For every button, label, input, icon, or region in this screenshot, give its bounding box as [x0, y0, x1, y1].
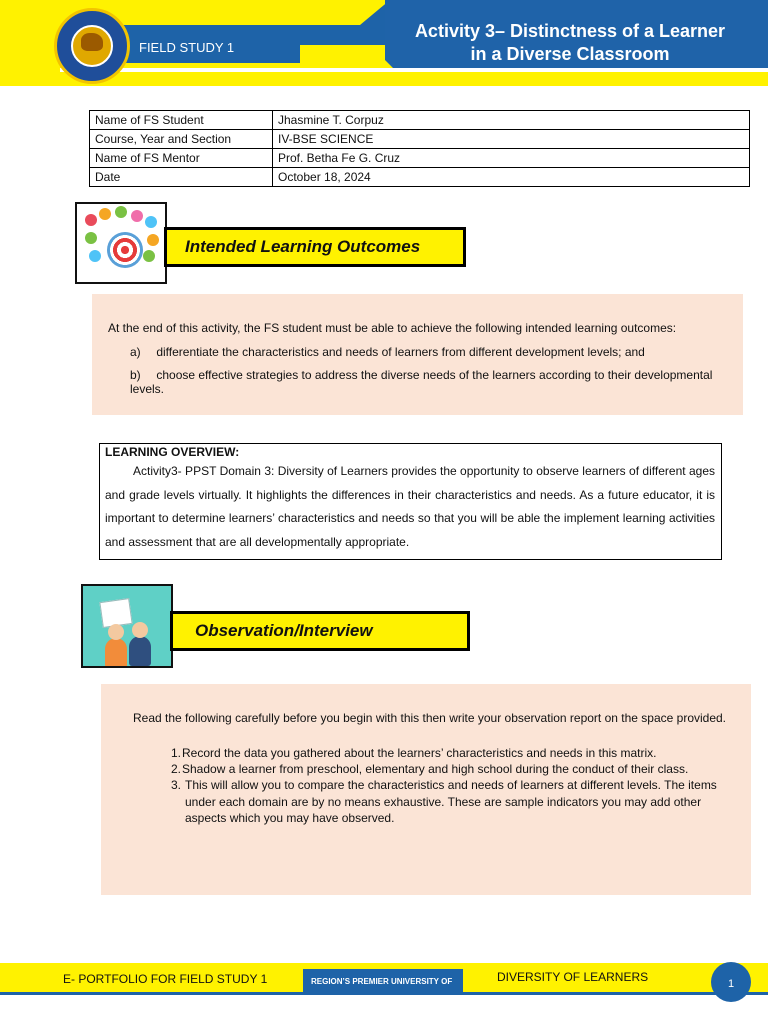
idea-dot-icon — [85, 214, 97, 226]
learning-outcomes-panel — [92, 294, 743, 415]
info-label: Name of FS Mentor — [90, 149, 273, 168]
list-marker: b) — [130, 368, 141, 382]
idea-dot-icon — [89, 250, 101, 262]
learning-overview-box — [99, 443, 722, 560]
list-item — [171, 777, 731, 826]
activity-title-line-1: Activity 3– Distinctness of a Learner — [414, 21, 726, 41]
idea-dot-icon — [131, 210, 143, 222]
list-item — [130, 345, 645, 359]
learning-overview-body: Activity3- PPST Domain 3: Diversity of Learners provides the opportunity to observe learners of different ages and grade levels virtually. It highlights the differences in their characteristics and needs. As a future educator, it is important to determine learners’ characteristics and needs so that you will be able the implement learning activities and assessment that are all developmentally appropriate. — [105, 464, 715, 549]
idea-dot-icon — [99, 208, 111, 220]
table-row — [90, 149, 750, 168]
page-number: 1 — [711, 962, 751, 1002]
list-item-text: differentiate the characteristics and needs of learners from different development levels; and — [156, 345, 645, 359]
person-icon — [129, 636, 151, 666]
list-item — [130, 368, 743, 396]
lion-icon — [81, 33, 103, 51]
learning-outcomes-icon — [75, 202, 167, 284]
list-item — [171, 761, 731, 777]
info-label: Date — [90, 168, 273, 187]
idea-dot-icon — [147, 234, 159, 246]
info-value: IV-BSE SCIENCE — [273, 130, 750, 149]
target-icon — [107, 232, 143, 268]
learning-outcomes-intro: At the end of this activity, the FS student must be able to achieve the following intended learning outcomes: — [108, 321, 677, 335]
idea-dot-icon — [85, 232, 97, 244]
list-marker: a) — [130, 345, 141, 359]
list-number: 1. — [171, 746, 182, 760]
observation-intro: Read the following carefully before you begin with this then write your observation report on the space provided. — [133, 711, 727, 725]
list-item-text: This will allow you to compare the characteristics and needs of learners at different levels. The items under each domain are by no means exhaustive. These are sample indicators you may add other aspects which you may have observed. — [185, 778, 717, 825]
observation-heading: Observation/Interview — [170, 611, 470, 651]
list-item-text: Record the data you gathered about the learners’ characteristics and needs in this matrix. — [182, 746, 657, 760]
header-divider — [60, 68, 768, 72]
person-head-icon — [132, 622, 148, 638]
table-row — [90, 130, 750, 149]
info-label: Name of FS Student — [90, 111, 273, 130]
info-value: October 18, 2024 — [273, 168, 750, 187]
learning-outcomes-heading: Intended Learning Outcomes — [164, 227, 466, 267]
footer-university-motto: REGION’S PREMIER UNIVERSITY OF — [303, 969, 463, 995]
observation-icon — [81, 584, 173, 668]
university-seal-logo — [54, 8, 130, 84]
list-number: 3. — [171, 778, 182, 793]
list-number: 2. — [171, 762, 182, 777]
idea-dot-icon — [145, 216, 157, 228]
footer-portfolio-label: E- PORTFOLIO FOR FIELD STUDY 1 — [63, 972, 268, 986]
footer-section-label: DIVERSITY OF LEARNERS — [497, 970, 649, 984]
learning-overview-heading: LEARNING OVERVIEW: — [105, 445, 240, 459]
list-item — [171, 745, 731, 761]
observation-panel — [101, 684, 751, 895]
info-label: Course, Year and Section — [90, 130, 273, 149]
observation-instructions — [171, 745, 731, 826]
info-value: Jhasmine T. Corpuz — [273, 111, 750, 130]
activity-title-line-2: in a Diverse Classroom — [470, 44, 670, 64]
info-value: Prof. Betha Fe G. Cruz — [273, 149, 750, 168]
table-row — [90, 111, 750, 130]
idea-dot-icon — [115, 206, 127, 218]
table-row — [90, 168, 750, 187]
student-info-table — [89, 110, 750, 187]
person-head-icon — [108, 624, 124, 640]
course-label: FIELD STUDY 1 — [95, 33, 300, 63]
person-icon — [105, 638, 127, 668]
idea-dot-icon — [143, 250, 155, 262]
activity-title — [390, 20, 750, 66]
list-item-text: Shadow a learner from preschool, elementary and high school during the conduct of their class. — [182, 762, 689, 777]
list-item-text: choose effective strategies to address the diverse needs of the learners according to their developmental levels. — [130, 368, 713, 396]
